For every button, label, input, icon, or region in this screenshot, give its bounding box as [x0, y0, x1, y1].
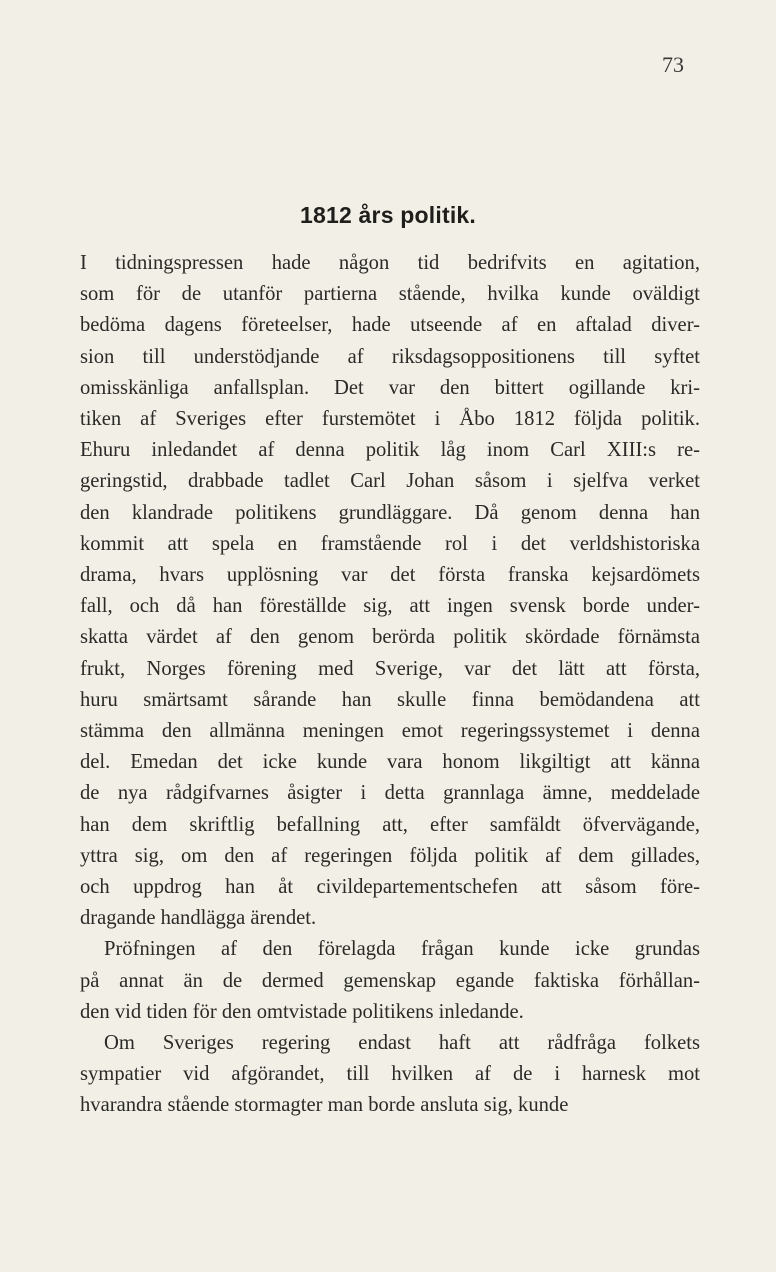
text-line: den vid tiden för den omtvistade politikens inledande.: [80, 1000, 524, 1023]
text-line: på annat än de dermed gemenskap egande faktiska förhållan-: [80, 969, 700, 992]
text-line: yttra sig, om den af regeringen följda politik af dem gillades,: [80, 844, 700, 867]
page-number: 73: [662, 52, 684, 77]
text-line: tiken af Sveriges efter furstemötet i Åbo 1812 följda politik.: [80, 408, 700, 431]
text-line: huru smärtsamt sårande han skulle finna bemödandena att: [80, 688, 700, 711]
text-line: frukt, Norges förening med Sverige, var det lätt att första,: [80, 657, 700, 680]
text-line: Om Sveriges regering endast haft att rådfråga folkets: [104, 1032, 700, 1055]
text-line: hvarandra stående stormagter man borde ansluta sig, kunde: [80, 1094, 569, 1117]
paragraph: [80, 934, 700, 1028]
text-line: bedöma dagens företeelser, hade utseende af en aftalad diver-: [80, 314, 700, 337]
body-text: [80, 248, 700, 1122]
text-line: geringstid, drabbade tadlet Carl Johan såsom i sjelfva verket: [80, 470, 700, 493]
text-line: skatta värdet af den genom berörda politik skördade förnämsta: [80, 626, 700, 649]
text-line: I tidningspressen hade någon tid bedrifvits en agitation,: [80, 252, 700, 274]
text-line: fall, och då han föreställde sig, att ingen svensk borde under-: [80, 595, 700, 618]
text-line: kommit att spela en framstående rol i det verldshistoriska: [80, 532, 700, 555]
chapter-title: 1812 års politik.: [300, 202, 476, 228]
text-line: den klandrade politikens grundläggare. Då genom denna han: [80, 501, 700, 524]
text-line: sion till understödjande af riksdagsoppositionens till syftet: [80, 345, 700, 368]
text-line: sympatier vid afgörandet, till hvilken af de i harnesk mot: [80, 1063, 700, 1086]
paragraph: [80, 248, 700, 934]
text-line: och uppdrog han åt civildepartementschefen att såsom före-: [80, 876, 700, 899]
text-line: drama, hvars upplösning var det första franska kejsardömets: [80, 564, 700, 587]
text-line: Ehuru inledandet af denna politik låg inom Carl XIII:s re-: [80, 439, 700, 462]
paragraph: [80, 1028, 700, 1122]
text-line: som för de utanför partierna stående, hvilka kunde oväldigt: [80, 283, 700, 306]
text-line: Pröfningen af den förelagda frågan kunde icke grundas: [104, 938, 700, 961]
text-line: dragande handlägga ärendet.: [80, 907, 317, 930]
text-line: de nya rådgifvarnes åsigter i detta grannlaga ämne, meddelade: [80, 782, 700, 805]
text-line: stämma den allmänna meningen emot regeringssystemet i denna: [80, 720, 700, 743]
text-line: del. Emedan det icke kunde vara honom likgiltigt att känna: [80, 751, 700, 774]
text-line: han dem skriftlig befallning att, efter samfäldt öfvervägande,: [80, 813, 700, 836]
text-line: omisskänliga anfallsplan. Det var den bittert ogillande kri-: [80, 376, 700, 399]
